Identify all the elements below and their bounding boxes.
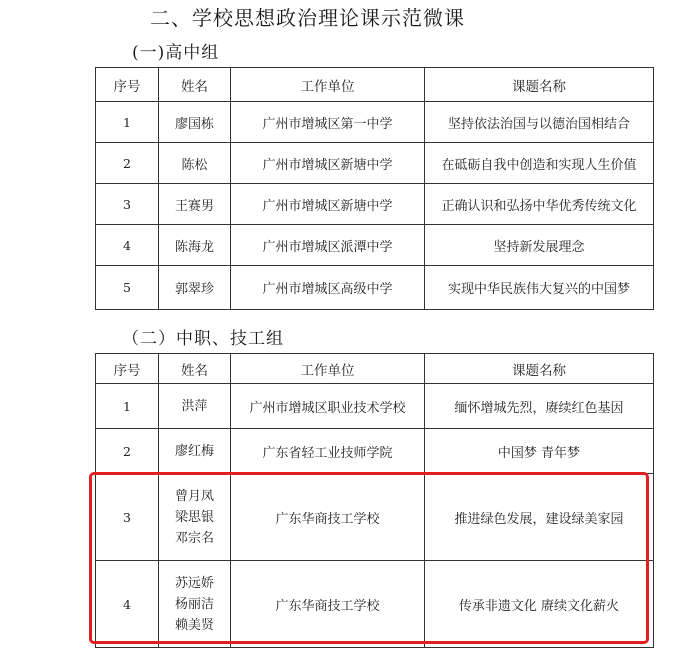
table-row bbox=[96, 429, 654, 474]
section-heading: 二、学校思想政治理论课示范微课 bbox=[150, 6, 465, 30]
person-name: 梁思银 bbox=[174, 509, 214, 525]
cell-topic: 坚持新发展理念 bbox=[425, 225, 654, 266]
person-name: 曾月凤 bbox=[174, 488, 214, 504]
high-school-table bbox=[95, 67, 654, 310]
cell-name: 郭翠珍 bbox=[159, 266, 231, 310]
cell-topic: 在砥砺自我中创造和实现人生价值 bbox=[425, 143, 654, 184]
cell-topic: 坚持依法治国与以德治国相结合 bbox=[425, 102, 654, 143]
table-row bbox=[96, 384, 654, 429]
cell-topic: 推进绿色发展，建设绿美家园 bbox=[425, 474, 654, 561]
cell-topic: 正确认识和弘扬中华优秀传统文化 bbox=[425, 184, 654, 225]
cell-no: 2 bbox=[96, 143, 159, 184]
cell-topic: 传承非遗文化 赓续文化薪火 bbox=[425, 561, 654, 648]
cell-topic: 中国梦 青年梦 bbox=[425, 429, 654, 474]
cell-unit: 广州市增城区第一中学 bbox=[231, 102, 425, 143]
person-name: 苏远娇 bbox=[174, 575, 214, 591]
header-name: 姓名 bbox=[159, 68, 231, 102]
cell-no: 1 bbox=[96, 384, 159, 429]
cell-no: 3 bbox=[96, 474, 159, 561]
person-name: 赖美贤 bbox=[174, 617, 214, 633]
cell-topic: 实现中华民族伟大复兴的中国梦 bbox=[425, 266, 654, 310]
cell-no: 2 bbox=[96, 429, 159, 474]
table-row bbox=[96, 225, 654, 266]
cell-names bbox=[159, 384, 231, 429]
cell-unit: 广东华商技工学校 bbox=[231, 561, 425, 648]
header-unit: 工作单位 bbox=[231, 68, 425, 102]
cell-topic: 缅怀增城先烈，赓续红色基因 bbox=[425, 384, 654, 429]
person-name: 杨丽洁 bbox=[174, 596, 214, 612]
cell-no: 1 bbox=[96, 102, 159, 143]
cell-unit: 广州市增城区高级中学 bbox=[231, 266, 425, 310]
table-row bbox=[96, 184, 654, 225]
cell-name: 廖国栋 bbox=[159, 102, 231, 143]
cell-no: 4 bbox=[96, 225, 159, 266]
header-no: 序号 bbox=[96, 68, 159, 102]
cell-names bbox=[159, 429, 231, 474]
header-topic: 课题名称 bbox=[425, 354, 654, 384]
table-row bbox=[96, 561, 654, 648]
person-name: 廖红梅 bbox=[174, 443, 214, 459]
table-row bbox=[96, 474, 654, 561]
cell-unit: 广州市增城区职业技术学校 bbox=[231, 384, 425, 429]
table-header-row bbox=[96, 354, 654, 384]
cell-unit: 广州市增城区新塘中学 bbox=[231, 184, 425, 225]
header-unit: 工作单位 bbox=[231, 354, 425, 384]
table-row bbox=[96, 143, 654, 184]
cell-name: 陈松 bbox=[159, 143, 231, 184]
group-title-high-school: (一)高中组 bbox=[132, 43, 220, 63]
table-row bbox=[96, 102, 654, 143]
cell-unit: 广州市增城区派潭中学 bbox=[231, 225, 425, 266]
cell-unit: 广东华商技工学校 bbox=[231, 474, 425, 561]
cell-names bbox=[159, 474, 231, 561]
table-row bbox=[96, 266, 654, 310]
table-header-row bbox=[96, 68, 654, 102]
header-name: 姓名 bbox=[159, 354, 231, 384]
cell-name: 陈海龙 bbox=[159, 225, 231, 266]
cell-name: 王赛男 bbox=[159, 184, 231, 225]
vocational-table bbox=[95, 353, 654, 648]
cell-unit: 广东省轻工业技师学院 bbox=[231, 429, 425, 474]
header-no: 序号 bbox=[96, 354, 159, 384]
cell-no: 3 bbox=[96, 184, 159, 225]
cell-no: 5 bbox=[96, 266, 159, 310]
cell-no: 4 bbox=[96, 561, 159, 648]
cell-unit: 广州市增城区新塘中学 bbox=[231, 143, 425, 184]
cell-names bbox=[159, 561, 231, 648]
header-topic: 课题名称 bbox=[425, 68, 654, 102]
group-title-vocational: （二）中职、技工组 bbox=[122, 329, 284, 349]
person-name: 洪萍 bbox=[181, 398, 208, 414]
person-name: 邓宗名 bbox=[174, 530, 214, 546]
